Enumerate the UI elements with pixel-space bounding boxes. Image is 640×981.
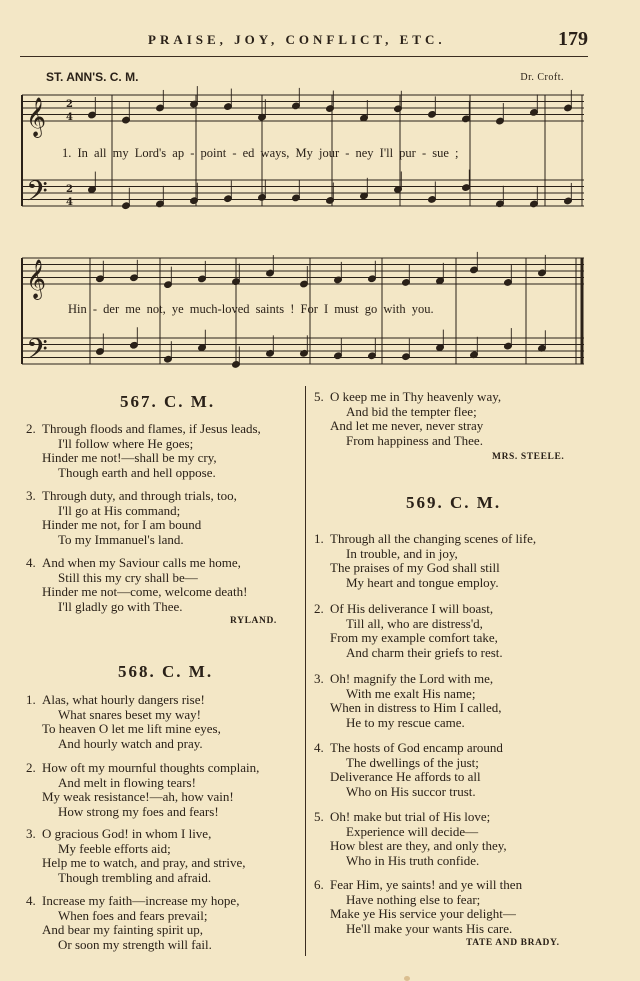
verse-line: I'll go at His command; xyxy=(58,502,181,518)
page-number: 179 xyxy=(558,28,588,50)
hymn-567-author: RYLAND. xyxy=(230,616,277,626)
verse-line: He'll make your wants His care. xyxy=(346,920,513,936)
verse-line: Deliverance He affords to all xyxy=(330,769,481,784)
hymn-meter: C. M. xyxy=(162,662,214,681)
verse-line: How strong my foes and fears! xyxy=(58,803,219,819)
verse-line: From happiness and Thee. xyxy=(346,432,483,448)
time-signature: 4 xyxy=(66,112,73,123)
hymn-568-heading xyxy=(118,662,213,682)
bass-clef-icon: 𝄢 xyxy=(26,333,48,373)
lyric-line-1: 1. In all my Lord's ap - point - ed ways, My jour - ney I'll pur - sue ; xyxy=(62,146,459,160)
verse-number: 4. xyxy=(314,740,324,755)
hymn-567-heading xyxy=(120,392,215,412)
verse-line: Or soon my strength will fail. xyxy=(58,936,212,952)
verse-line: The praises of my God shall still xyxy=(330,560,500,575)
verse-line: Through all the changing scenes of life, xyxy=(330,531,537,546)
verse-number: 1. xyxy=(314,531,324,546)
verse-line: Till all, who are distress'd, xyxy=(346,615,483,631)
verse-line: Experience will decide— xyxy=(346,823,479,839)
time-signature: 4 xyxy=(66,197,73,208)
verse-line: And melt in flowing tears! xyxy=(58,774,196,790)
verse-line: Hinder me not—come, welcome death! xyxy=(42,584,248,599)
verse-line: Through floods and flames, if Jesus leads, xyxy=(42,421,261,436)
hymn-569-verse-5 xyxy=(314,809,507,868)
verse-line: Oh! magnify the Lord with me, xyxy=(330,671,494,686)
verse-line: Help me to watch, and pray, and strive, xyxy=(42,855,246,870)
hymn-568-verse-1 xyxy=(26,692,221,751)
verse-line: The hosts of God encamp around xyxy=(330,740,503,755)
verse-number: 4. xyxy=(26,893,36,908)
verse-line: To my Immanuel's land. xyxy=(58,531,184,547)
hymn-569-verse-6 xyxy=(314,877,523,936)
verse-line: Hinder me not, for I am bound xyxy=(42,517,202,532)
verse-line: Increase my faith—increase my hope, xyxy=(42,893,240,908)
verse-line: When foes and fears prevail; xyxy=(58,907,208,923)
verse-line: I'll follow where He goes; xyxy=(58,435,194,451)
hymn-569-verse-2 xyxy=(314,601,503,660)
verse-line: And bear my fainting spirit up, xyxy=(42,922,204,937)
verse-line: The dwellings of the just; xyxy=(346,754,479,770)
hymn-567-verse-4 xyxy=(26,555,248,614)
verse-number: 3. xyxy=(314,671,324,686)
hymn-569-verse-4 xyxy=(314,740,503,799)
hymn-567-verse-2 xyxy=(26,421,261,480)
hymn-568-verse-5 xyxy=(314,389,502,448)
running-title: PRAISE, JOY, CONFLICT, ETC. xyxy=(148,32,446,47)
verse-line: Make ye His service your delight— xyxy=(330,906,516,921)
verse-number: 2. xyxy=(26,421,36,436)
verse-line: And bid the tempter flee; xyxy=(346,403,477,419)
verse-line: O gracious God! in whom I live, xyxy=(42,826,212,841)
verse-line: Have nothing else to fear; xyxy=(346,891,481,907)
verse-number: 5. xyxy=(314,809,324,824)
bass-clef-icon: 𝄢 xyxy=(26,175,48,215)
verse-line: And let me never, never stray xyxy=(330,418,484,433)
verse-number: 6. xyxy=(314,877,324,892)
verse-line: How blest are they, and only they, xyxy=(330,838,507,853)
verse-line: From my example comfort take, xyxy=(330,630,498,645)
verse-number: 4. xyxy=(26,555,36,570)
verse-line: In trouble, and in joy, xyxy=(346,545,458,561)
verse-line: Still this my cry shall be— xyxy=(58,569,198,585)
column-divider xyxy=(305,386,306,956)
verse-line: I'll gladly go with Thee. xyxy=(58,598,183,614)
time-signature: 2 xyxy=(66,99,73,110)
verse-number: 3. xyxy=(26,826,36,841)
hymn-568-verse-4 xyxy=(26,893,240,952)
verse-line: With me exalt His name; xyxy=(346,685,476,701)
treble-clef-icon: 𝄞 xyxy=(26,259,47,299)
hymn-meter: C. M. xyxy=(450,493,502,512)
hymn-569-heading xyxy=(406,493,501,513)
verse-line: And hourly watch and pray. xyxy=(58,735,203,751)
hymn-569-author: TATE AND BRADY. xyxy=(466,938,560,948)
verse-line: Oh! make but trial of His love; xyxy=(330,809,491,824)
verse-line: And when my Saviour calls me home, xyxy=(42,555,241,570)
verse-number: 2. xyxy=(26,760,36,775)
verse-line: Who in His truth confide. xyxy=(346,852,480,868)
music-score xyxy=(0,0,640,381)
verse-line: Fear Him, ye saints! and ye will then xyxy=(330,877,523,892)
verse-line: Who on His succor trust. xyxy=(346,783,476,799)
hymn-number: 569. xyxy=(406,493,444,512)
verse-line: My heart and tongue employ. xyxy=(346,574,499,590)
verse-line: When in distress to Him I called, xyxy=(330,700,502,715)
verse-line: Of His deliverance I will boast, xyxy=(330,601,494,616)
verse-line: My weak resistance!—ah, how vain! xyxy=(42,789,234,804)
hymn-number: 568. xyxy=(118,662,156,681)
verse-line: Through duty, and through trials, too, xyxy=(42,488,237,503)
verse-line: And charm their griefs to rest. xyxy=(346,644,503,660)
hymn-number: 567. xyxy=(120,392,158,411)
verse-line: Though earth and hell oppose. xyxy=(58,464,216,480)
verse-line: My feeble efforts aid; xyxy=(58,840,171,856)
hymn-568-author: MRS. STEELE. xyxy=(492,452,565,462)
lyric-line-2: Hin - der me not, ye much-loved saints ! For I must go with you. xyxy=(68,302,434,316)
hymn-568-verse-3 xyxy=(26,826,246,885)
hymn-567-verse-3 xyxy=(26,488,237,547)
verse-line: Alas, what hourly dangers rise! xyxy=(42,692,205,707)
hymn-568-verse-2 xyxy=(26,760,260,819)
paper-stain xyxy=(404,976,410,981)
verse-line: To heaven O let me lift mine eyes, xyxy=(42,721,221,736)
treble-clef-icon: 𝄞 xyxy=(26,97,47,137)
verse-number: 2. xyxy=(314,601,324,616)
verse-line: Though trembling and afraid. xyxy=(58,869,212,885)
verse-number: 3. xyxy=(26,488,36,503)
verse-line: He to my rescue came. xyxy=(346,714,465,730)
verse-number: 5. xyxy=(314,389,324,404)
verse-line: How oft my mournful thoughts complain, xyxy=(42,760,260,775)
verse-number: 1. xyxy=(26,692,36,707)
time-signature: 2 xyxy=(66,184,73,195)
verse-line: Hinder me not!—shall be my cry, xyxy=(42,450,217,465)
tune-composer: Dr. Croft. xyxy=(520,72,564,83)
hymn-569-verse-1 xyxy=(314,531,537,590)
hymn-569-verse-3 xyxy=(314,671,502,730)
hymn-meter: C. M. xyxy=(164,392,216,411)
verse-line: O keep me in Thy heavenly way, xyxy=(330,389,502,404)
verse-line: What snares beset my way! xyxy=(58,706,201,722)
tune-name: ST. ANN'S. C. M. xyxy=(46,70,139,84)
